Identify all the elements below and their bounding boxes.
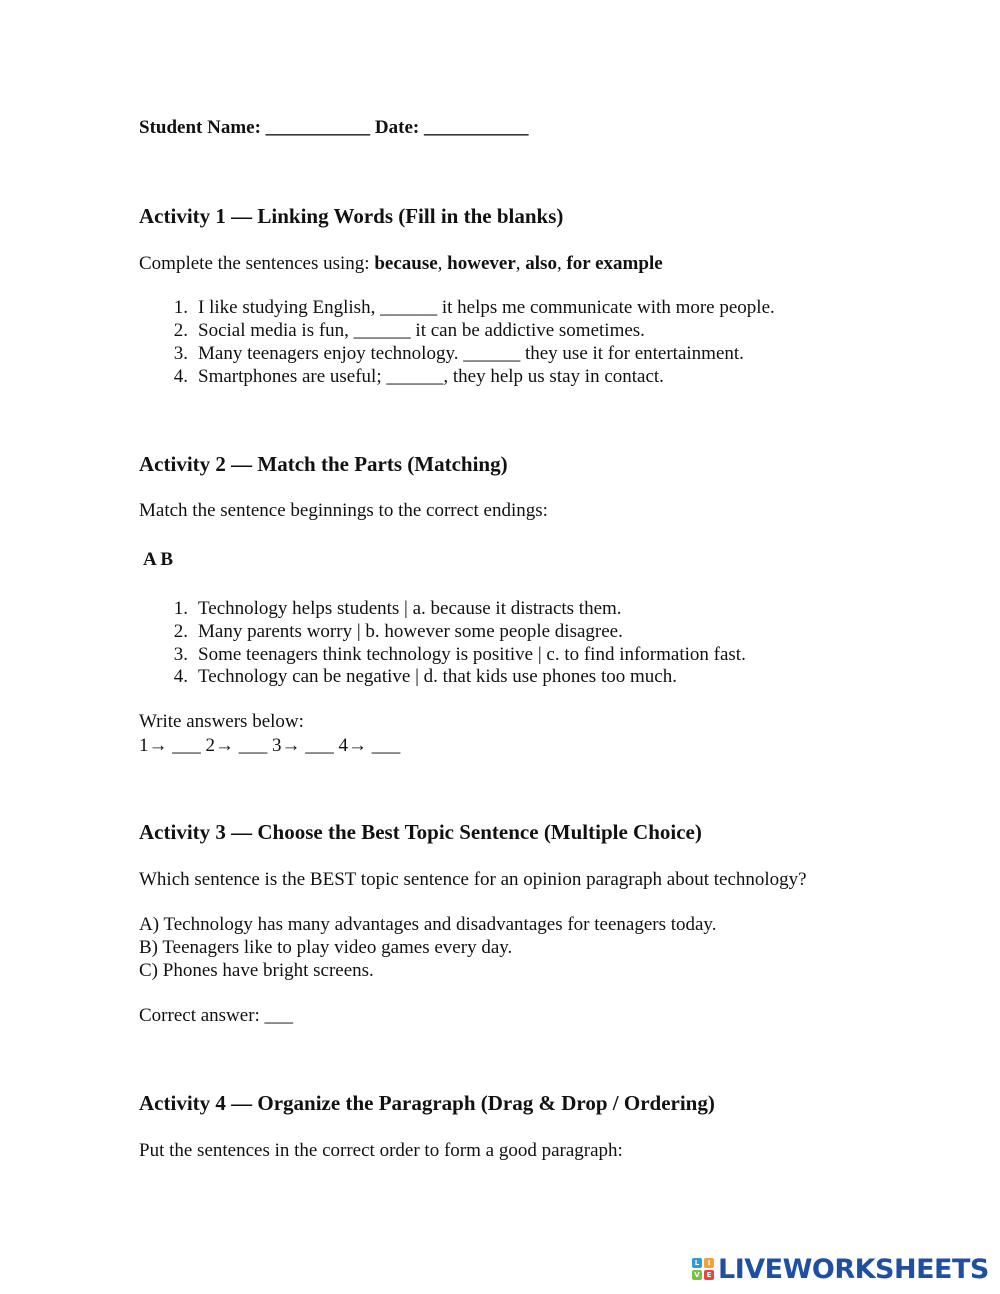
- list-item: 2. Many parents worry | b. however some people disagree.: [173, 621, 623, 642]
- logo-tile: E: [704, 1270, 714, 1280]
- activity3-title: Activity 3 — Choose the Best Topic Sentence (Multiple Choice): [139, 820, 702, 844]
- list-item: 2. Social media is fun, ______ it can be addictive sometimes.: [173, 320, 645, 341]
- liveworksheets-logo: [692, 1254, 989, 1284]
- answers-line: 1→ ___ 2→ ___ 3→ ___ 4→ ___: [139, 735, 401, 756]
- logo-tile: L: [692, 1258, 702, 1268]
- brand-name: LIVEWORKSHEETS: [718, 1253, 989, 1285]
- logo-tile: V: [692, 1270, 702, 1280]
- word-for-example: for example: [566, 253, 663, 274]
- activity3-question: Which sentence is the BEST topic sentence for an opinion paragraph about technology?: [139, 869, 807, 890]
- activity4-instruction: Put the sentences in the correct order to form a good paragraph:: [139, 1140, 623, 1161]
- column-headers: A B: [143, 549, 174, 570]
- word-however: however: [447, 253, 516, 274]
- list-item: 1. Technology helps students | a. because it distracts them.: [173, 598, 622, 619]
- answers-label: Write answers below:: [139, 711, 304, 732]
- student-name-date-line: Student Name: ___________ Date: ___________: [139, 117, 529, 138]
- option-c: C) Phones have bright screens.: [139, 960, 374, 981]
- list-item: 3. Many teenagers enjoy technology. ______ they use it for entertainment.: [173, 343, 744, 364]
- logo-tile: I: [704, 1258, 714, 1268]
- activity1-title: Activity 1 — Linking Words (Fill in the blanks): [139, 204, 564, 228]
- list-item: 1. I like studying English, ______ it helps me communicate with more people.: [173, 297, 775, 318]
- word-because: because: [374, 253, 438, 274]
- activity2-instruction: Match the sentence beginnings to the correct endings:: [139, 500, 548, 521]
- list-item: 4. Smartphones are useful; ______, they help us stay in contact.: [173, 366, 664, 387]
- logo-tiles-icon: [692, 1258, 714, 1280]
- activity1-instruction-prefix: Complete the sentences using:: [139, 253, 375, 274]
- activity1-instruction: Complete the sentences using: because, however, also, for example: [139, 253, 663, 274]
- list-item: 4. Technology can be negative | d. that kids use phones too much.: [173, 666, 677, 687]
- activity4-title: Activity 4 — Organize the Paragraph (Drag & Drop / Ordering): [139, 1091, 715, 1115]
- word-also: also: [525, 253, 557, 274]
- list-item: 3. Some teenagers think technology is positive | c. to find information fast.: [173, 644, 746, 665]
- activity2-title: Activity 2 — Match the Parts (Matching): [139, 452, 508, 476]
- correct-answer-line: Correct answer: ___: [139, 1005, 294, 1026]
- option-b: B) Teenagers like to play video games every day.: [139, 937, 513, 958]
- option-a: A) Technology has many advantages and disadvantages for teenagers today.: [139, 914, 717, 935]
